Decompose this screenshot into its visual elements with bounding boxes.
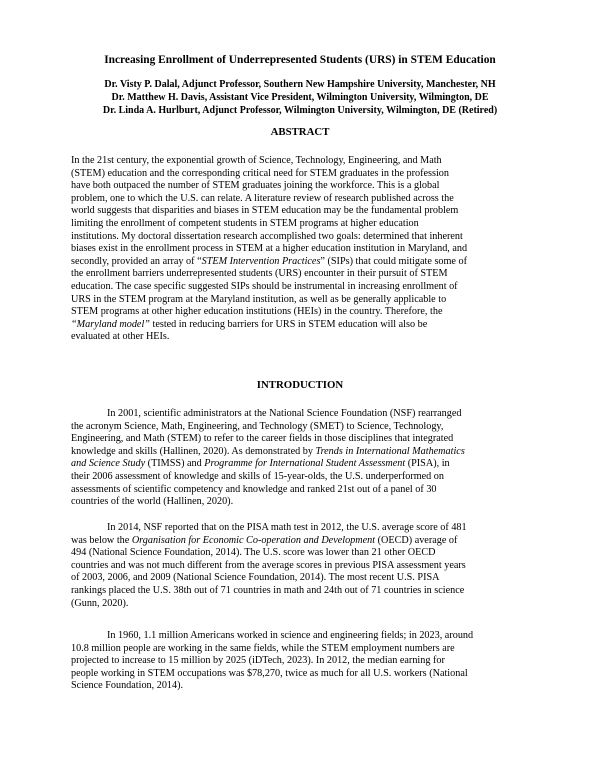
text-line: problem, one to which the U.S. can relate. A literature review of research published across the <box>71 192 454 204</box>
text-line: of 2003, 2006, and 2009 (National Science Foundation, 2014). The most recent U.S. PISA <box>71 572 440 584</box>
author-list <box>71 78 529 117</box>
text-line: countries and was not much different from the average scores in previous PISA assessment years <box>71 559 466 571</box>
text-line: URS in the STEM program at the Maryland institution, as well as be generally applicable to <box>71 293 447 305</box>
text-segment: (PISA), in <box>405 458 450 470</box>
text-line: projected to increase to 15 million by 2025 (iDTech, 2023). In 2012, the median earning for <box>71 655 445 667</box>
text-line: 494 (National Science Foundation, 2014). The U.S. score was lower than 21 other OECD <box>71 547 436 559</box>
text-line: In 2001, scientific administrators at the National Science Foundation (NSF) rearranged <box>107 408 462 419</box>
author-line: Dr. Visty P. Dalal, Adjunct Professor, Southern New Hampshire University, Manchester, NH <box>104 79 496 90</box>
text-segment: knowledge and skills (Hallinen, 2020). As demonstrated by <box>71 445 316 457</box>
introduction-paragraph-3 <box>71 630 529 693</box>
text-line: the enrollment barriers underrepresented students (URS) encounter in their pursuit of STEM <box>71 268 448 280</box>
introduction-heading: INTRODUCTION <box>256 379 344 391</box>
text-line: (STEM) education and the corresponding critical need for STEM graduates in the profession <box>71 167 449 179</box>
text-line: their 2006 assessment of knowledge and skills of 15-year-olds, the U.S. underperformed on <box>71 470 444 482</box>
text-segment: ” (SIPs) that could mitigate some of <box>320 255 467 267</box>
text-line <box>71 256 529 269</box>
text-segment: tested in reducing barriers for URS in STEM education will also be <box>149 318 428 330</box>
text-line: rankings placed the U.S. 38th out of 71 countries in math and 24th out of 71 countries in science <box>71 584 465 596</box>
italic-term: Organisation for Economic Co-operation and Development <box>131 534 376 546</box>
text-line: Engineering, and Math (STEM) to refer to the career fields in those disciplines that integrated <box>71 433 454 445</box>
text-line <box>71 319 529 332</box>
text-line <box>71 446 529 459</box>
text-segment: secondly, provided an array of “ <box>71 255 202 267</box>
text-line: limiting the enrollment of competent students in STEM programs at higher education <box>71 217 419 229</box>
text-line <box>71 458 529 471</box>
text-line: countries of the world (Hallinen, 2020). <box>71 496 234 508</box>
introduction-paragraph-1 <box>71 408 529 509</box>
italic-term: “Maryland model” <box>71 318 150 330</box>
text-line <box>71 535 529 548</box>
abstract-paragraph <box>71 155 529 344</box>
text-line: STEM programs at other higher education institutions (HEIs) in the country. Therefore, the <box>71 306 443 318</box>
text-line: Science Foundation, 2014). <box>71 680 184 692</box>
text-segment: (TIMSS) and <box>145 458 205 470</box>
italic-term: Programme for International Student Assessment <box>204 458 406 470</box>
author-line: Dr. Matthew H. Davis, Assistant Vice President, Wilmington University, Wilmington, DE <box>111 92 489 103</box>
text-line: (Gunn, 2020). <box>71 597 129 609</box>
italic-term: Trends in International Mathematics <box>315 445 465 457</box>
italic-term: STEM Intervention Practices <box>201 255 321 267</box>
text-line: institutions. My doctoral dissertation research accomplished two goals: determined that inherent <box>71 230 463 242</box>
text-line: education. The case specific suggested SIPs should be instrumental in increasing enrollment of <box>71 280 458 292</box>
text-segment: was below the <box>71 534 132 546</box>
paper-title: Increasing Enrollment of Underrepresented Students (URS) in STEM Education <box>104 54 496 66</box>
text-line: world suggests that disparities and biases in STEM education may be the fundamental problem <box>71 205 459 217</box>
text-line: 10.8 million people are working in the same fields, while the STEM employment numbers are <box>71 642 455 654</box>
introduction-paragraph-2 <box>71 522 529 610</box>
text-segment: (OECD) average of <box>375 534 458 546</box>
text-line: the acronym Science, Math, Engineering, and Technology (SMET) to Science, Technology, <box>71 420 444 432</box>
text-line: assessments of scientific competency and knowledge and ranked 21st out of a panel of 30 <box>71 483 437 495</box>
text-line: In 2014, NSF reported that on the PISA math test in 2012, the U.S. average score of 481 <box>107 522 467 533</box>
abstract-heading: ABSTRACT <box>270 126 330 138</box>
text-line: In the 21st century, the exponential growth of Science, Technology, Engineering, and Math <box>71 155 442 166</box>
text-line: have both outpaced the number of STEM graduates joining the workforce. This is a global <box>71 180 440 192</box>
italic-term: and Science Study <box>71 458 146 470</box>
text-line: people working in STEM occupations was $78,270, twice as much for all U.S. workers (National <box>71 667 468 679</box>
author-line: Dr. Linda A. Hurlburt, Adjunct Professor, Wilmington University, Wilmington, DE (Retired) <box>102 105 498 116</box>
text-line: biases exist in the enrollment process in STEM at a higher education institution in Maryland, and <box>71 243 468 255</box>
text-line: evaluated at other HEIs. <box>71 331 170 343</box>
text-line: In 1960, 1.1 million Americans worked in science and engineering fields; in 2023, around <box>107 630 474 641</box>
